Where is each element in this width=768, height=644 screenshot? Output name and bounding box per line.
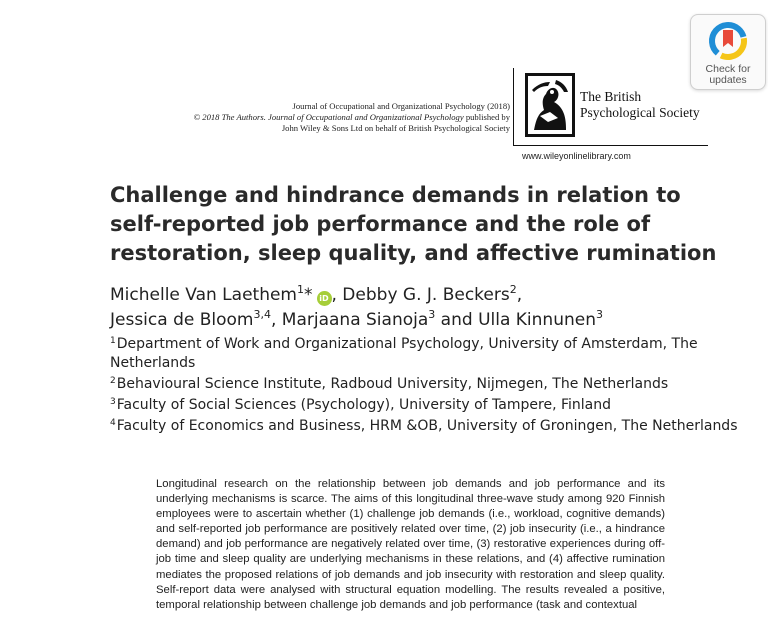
author-name[interactable]: , Marjaana Sianoja (270, 310, 429, 330)
affiliation-list (110, 335, 740, 438)
british-psychological-society-logo (524, 72, 576, 138)
abstract-text: Longitudinal research on the relationship between job demands and job performance and its underlying mechanisms is scarce. The aims of this longitudinal three-wave study among 920 Finnish employees were to ascertain whether (1) challenge job demands (i.e., workload, cognitive demands) and self-reported job performance are positively related over time, (2) job insecurity (i.e., a hindrance demand) and job performance are negatively related over time, (3) restorative experiences during off-job time and sleep quality are underlying mechanisms in these relations, and (4) affective rumination mediates the proposed relations of job demands and job insecurity with restoration and sleep quality. Self-report data were analysed with structural equation modelling. The results revealed a positive, temporal relationship between challenge job demands and job performance (task and contextual (156, 478, 665, 611)
author-line-1: Michelle Van Laethem$^1$* iD , Debby G. J. Beckers$^2$, (110, 283, 523, 305)
check-for-updates-icon (708, 21, 748, 61)
affiliation-item: $^1$Department of Work and Organizational Psychology, University of Amsterdam, The Netherlands (110, 336, 698, 371)
journal-line-2: © 2018 The Authors. Journal of Occupational and Organizational Psychology published by (193, 112, 510, 122)
author-name[interactable]: Jessica de Bloom (110, 310, 254, 330)
journal-citation (90, 101, 510, 134)
author-name[interactable]: Michelle Van Laethem (110, 285, 297, 305)
author-name[interactable]: , Debby G. J. Beckers (331, 285, 510, 305)
journal-url-link[interactable]: www.wileyonlinelibrary.com (522, 151, 631, 161)
check-for-updates-button[interactable] (690, 14, 766, 90)
affiliation-item: $^3$Faculty of Social Sciences (Psychology), University of Tampere, Finland (110, 397, 611, 413)
author-line-2: Jessica de Bloom$^{3,4}$, Marjaana Sianoja$^3$ and Ulla Kinnunen$^3$ (110, 308, 603, 330)
header-vertical-divider (513, 68, 514, 146)
article-title: Challenge and hindrance demands in relation to self-reported job performance and the role of restoration, sleep quality, and affective rumination (110, 183, 717, 265)
journal-line-1: Journal of Occupational and Organizational Psychology (2018) (292, 101, 510, 111)
check-for-updates-label: Check for updates (705, 63, 751, 86)
affiliation-item: $^2$Behavioural Science Institute, Radboud University, Nijmegen, The Netherlands (110, 376, 669, 392)
header-horizontal-divider (513, 145, 708, 146)
author-name[interactable]: and Ulla Kinnunen (435, 310, 596, 330)
author-list (110, 283, 730, 333)
affiliation-item: $^4$Faculty of Economics and Business, HRM &OB, University of Groningen, The Netherlands (110, 418, 738, 434)
journal-line-3: John Wiley & Sons Ltd on behalf of British Psychological Society (281, 123, 510, 133)
society-name: The British Psychological Society (580, 89, 700, 120)
orcid-icon[interactable]: iD (317, 291, 332, 306)
